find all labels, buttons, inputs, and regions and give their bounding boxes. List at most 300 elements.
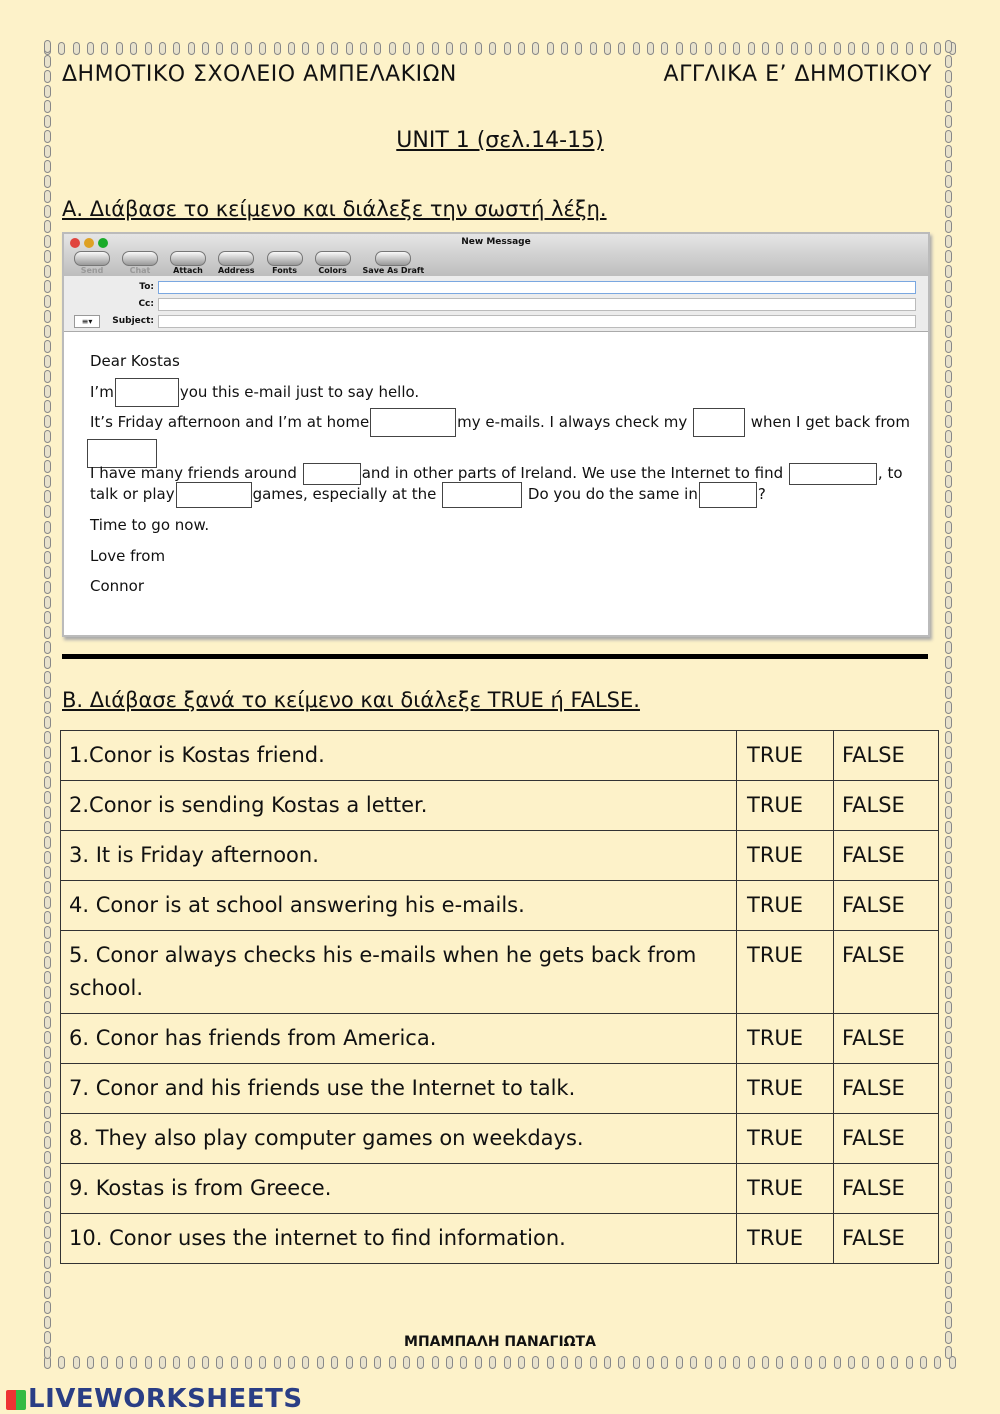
paperclip-icon <box>44 1286 51 1299</box>
paperclip-icon <box>44 40 51 53</box>
paperclip-icon <box>945 325 952 338</box>
paperclip-icon <box>44 1016 51 1029</box>
clip-border-top <box>44 42 956 60</box>
paperclip-icon <box>145 1356 152 1369</box>
logo-grid-icon <box>6 1390 26 1410</box>
paperclip-icon <box>945 265 952 278</box>
paperclip-icon <box>762 1356 769 1369</box>
paperclip-icon <box>446 1356 453 1369</box>
paperclip-icon <box>403 42 410 55</box>
paperclip-icon <box>945 445 952 458</box>
paperclip-icon <box>44 791 51 804</box>
paperclip-icon <box>945 1181 952 1194</box>
paperclip-icon <box>44 1241 51 1254</box>
paperclip-icon <box>945 1136 952 1149</box>
toolbar-buttons <box>74 251 424 275</box>
paperclip-icon <box>44 415 51 428</box>
table-row <box>61 881 939 931</box>
paperclip-icon <box>945 400 952 413</box>
true-option[interactable]: TRUE <box>737 1064 834 1114</box>
paperclip-icon <box>618 1356 625 1369</box>
true-option[interactable]: TRUE <box>737 781 834 831</box>
paperclip-icon <box>44 250 51 263</box>
paperclip-icon <box>44 686 51 699</box>
paperclip-icon <box>489 42 496 55</box>
body-line-2 <box>90 407 910 438</box>
paperclip-icon <box>489 1356 496 1369</box>
paperclip-icon <box>945 280 952 293</box>
paperclip-icon <box>44 896 51 909</box>
true-option[interactable]: TRUE <box>737 831 834 881</box>
statement: 1.Conor is Kostas friend. <box>61 731 737 781</box>
paperclip-icon <box>173 42 180 55</box>
paperclip-icon <box>945 1106 952 1119</box>
toolbar-label: Send <box>80 266 104 275</box>
paperclip-icon <box>44 1256 51 1269</box>
paperclip-icon <box>44 70 51 83</box>
paperclip-icon <box>945 836 952 849</box>
paperclip-icon <box>834 42 841 55</box>
paperclip-icon <box>44 1001 51 1014</box>
paperclip-icon <box>44 1136 51 1149</box>
toolbar-button-send[interactable] <box>74 251 110 275</box>
paperclip-icon <box>945 295 952 308</box>
paperclip-icon <box>748 42 755 55</box>
paperclip-icon <box>44 460 51 473</box>
paperclip-icon <box>945 776 952 789</box>
paperclip-icon <box>934 1356 941 1369</box>
paperclip-icon <box>945 911 952 924</box>
paperclip-icon <box>633 1356 640 1369</box>
paperclip-icon <box>862 42 869 55</box>
statement: 2.Conor is sending Kostas a letter. <box>61 781 737 831</box>
false-option[interactable]: FALSE <box>834 1164 939 1214</box>
paperclip-icon <box>44 671 51 684</box>
paperclip-icon <box>274 42 281 55</box>
false-option[interactable]: FALSE <box>834 1114 939 1164</box>
statement: 8. They also play computer games on weekdays. <box>61 1114 737 1164</box>
false-option[interactable]: FALSE <box>834 1014 939 1064</box>
paperclip-icon <box>945 205 952 218</box>
paperclip-icon <box>44 55 51 68</box>
paperclip-icon <box>44 731 51 744</box>
paperclip-icon <box>44 881 51 894</box>
paperclip-icon <box>44 355 51 368</box>
true-option[interactable]: TRUE <box>737 731 834 781</box>
paperclip-icon <box>44 220 51 233</box>
paperclip-icon <box>44 851 51 864</box>
paperclip-icon <box>44 866 51 879</box>
paperclip-icon <box>331 1356 338 1369</box>
subject-title: ΑΓΓΛΙΚΑ Ε’ ΔΗΜΟΤΙΚΟΥ <box>663 62 932 87</box>
paperclip-icon <box>945 566 952 579</box>
text: , to <box>877 464 903 482</box>
text: It’s Friday afternoon and I’m at home <box>90 413 370 431</box>
answer-blank-6[interactable] <box>789 463 877 485</box>
paperclip-icon <box>945 40 952 53</box>
table-row <box>61 781 939 831</box>
paperclip-icon <box>44 1196 51 1209</box>
text: games, especially at the <box>252 485 437 503</box>
paperclip-icon <box>945 55 952 68</box>
body-line-4 <box>90 479 766 510</box>
false-option[interactable]: FALSE <box>834 731 939 781</box>
paperclip-icon <box>575 1356 582 1369</box>
clip-border-right <box>945 40 957 1360</box>
statement: 7. Conor and his friends use the Internet to talk. <box>61 1064 737 1114</box>
paperclip-icon <box>945 611 952 624</box>
true-option[interactable]: TRUE <box>737 1214 834 1264</box>
paperclip-icon <box>945 671 952 684</box>
paperclip-icon <box>302 42 309 55</box>
paperclip-icon <box>518 42 525 55</box>
paperclip-icon <box>945 355 952 368</box>
paperclip-icon <box>159 42 166 55</box>
paperclip-icon <box>432 42 439 55</box>
paperclip-icon <box>44 85 51 98</box>
paperclip-icon <box>374 1356 381 1369</box>
paperclip-icon <box>44 926 51 939</box>
paperclip-icon <box>791 42 798 55</box>
paperclip-icon <box>44 370 51 383</box>
paperclip-icon <box>945 385 952 398</box>
toolbar-label: Attach <box>173 266 203 275</box>
paperclip-icon <box>945 1211 952 1224</box>
paperclip-icon <box>532 1356 539 1369</box>
answer-blank-8[interactable] <box>442 482 522 508</box>
paperclip-icon <box>945 1076 952 1089</box>
school-name: ΔΗΜΟΤΙΚΟ ΣΧΟΛΕΙΟ ΑΜΠΕΛΑΚΙΩΝ <box>62 62 457 87</box>
paperclip-icon <box>87 1356 94 1369</box>
paperclip-icon <box>819 42 826 55</box>
toolbar-button-attach[interactable] <box>170 251 206 275</box>
paperclip-icon <box>945 1316 952 1329</box>
send-icon <box>74 251 110 266</box>
paperclip-icon <box>945 1061 952 1074</box>
paperclip-icon <box>945 70 952 83</box>
paperclip-icon <box>945 866 952 879</box>
to-label: To: <box>139 282 154 292</box>
paperclip-icon <box>518 1356 525 1369</box>
table-row <box>61 931 939 1014</box>
paperclip-icon <box>44 505 51 518</box>
paperclip-icon <box>945 1001 952 1014</box>
paperclip-icon <box>259 42 266 55</box>
paperclip-icon <box>862 1356 869 1369</box>
paperclip-icon <box>945 430 952 443</box>
paperclip-icon <box>58 1356 65 1369</box>
text: I’m <box>90 383 114 401</box>
paperclip-icon <box>101 42 108 55</box>
paperclip-icon <box>202 1356 209 1369</box>
paperclip-icon <box>945 1166 952 1179</box>
paperclip-icon <box>44 656 51 669</box>
save-as-draft-icon <box>375 251 411 266</box>
paperclip-icon <box>44 1091 51 1104</box>
toolbar-label: Chat <box>129 266 151 275</box>
paperclip-icon <box>891 42 898 55</box>
paperclip-icon <box>44 701 51 714</box>
paperclip-icon <box>44 325 51 338</box>
paperclip-icon <box>690 1356 697 1369</box>
paperclip-icon <box>44 1076 51 1089</box>
section-b-title: Β. Διάβασε ξανά το κείμενο και διάλεξε TRUE ή FALSE. <box>62 688 640 712</box>
paperclip-icon <box>44 1046 51 1059</box>
paperclip-icon <box>945 1121 952 1134</box>
logo-text: LIVEWORKSHEETS <box>28 1384 303 1414</box>
cc-label: Cc: <box>138 299 154 309</box>
paperclip-icon <box>44 1181 51 1194</box>
paperclip-icon <box>945 1016 952 1029</box>
toolbar-button-chat[interactable] <box>122 251 158 275</box>
paperclip-icon <box>945 1091 952 1104</box>
body-line-1 <box>90 377 419 408</box>
paperclip-icon <box>776 1356 783 1369</box>
list-dropdown-icon[interactable]: ≡▾ <box>74 315 100 328</box>
text: when I get back from <box>750 413 910 431</box>
toolbar-button-fonts[interactable] <box>267 251 303 275</box>
paperclip-icon <box>216 42 223 55</box>
paperclip-icon <box>231 1356 238 1369</box>
subject-label: Subject: <box>112 316 154 326</box>
divider <box>62 654 928 659</box>
paperclip-icon <box>945 1286 952 1299</box>
paperclip-icon <box>504 42 511 55</box>
true-option[interactable]: TRUE <box>737 1014 834 1064</box>
paperclip-icon <box>661 42 668 55</box>
paperclip-icon <box>945 626 952 639</box>
paperclip-icon <box>733 42 740 55</box>
statement: 10. Conor uses the internet to find information. <box>61 1214 737 1264</box>
paperclip-icon <box>590 42 597 55</box>
paperclip-icon <box>44 445 51 458</box>
paperclip-icon <box>945 370 952 383</box>
paperclip-icon <box>945 100 952 113</box>
paperclip-icon <box>945 1256 952 1269</box>
answer-blank-3[interactable] <box>693 408 745 437</box>
paperclip-icon <box>945 746 952 759</box>
toolbar-button-colors[interactable] <box>315 251 351 275</box>
paperclip-icon <box>44 521 51 534</box>
false-option[interactable]: FALSE <box>834 831 939 881</box>
answer-blank-9[interactable] <box>699 482 757 508</box>
paperclip-icon <box>945 536 952 549</box>
paperclip-icon <box>945 250 952 263</box>
statement: 9. Kostas is from Greece. <box>61 1164 737 1214</box>
paperclip-icon <box>647 1356 654 1369</box>
paperclip-icon <box>618 42 625 55</box>
paperclip-icon <box>44 836 51 849</box>
paperclip-icon <box>44 1031 51 1044</box>
paperclip-icon <box>44 1166 51 1179</box>
paperclip-icon <box>44 626 51 639</box>
signature: Connor <box>90 577 145 595</box>
text: Do you do the same in <box>527 485 698 503</box>
answer-blank-2[interactable] <box>370 408 456 437</box>
paperclip-icon <box>58 42 65 55</box>
paperclip-icon <box>44 551 51 564</box>
paperclip-icon <box>906 1356 913 1369</box>
toolbar-button-address[interactable] <box>218 251 255 275</box>
paperclip-icon <box>44 746 51 759</box>
paperclip-icon <box>44 1316 51 1329</box>
liveworksheets-logo <box>6 1384 303 1414</box>
paperclip-icon <box>44 986 51 999</box>
paperclip-icon <box>945 460 952 473</box>
answer-blank-1[interactable] <box>115 378 179 407</box>
paperclip-icon <box>920 1356 927 1369</box>
paperclip-icon <box>945 1196 952 1209</box>
cc-field[interactable] <box>158 298 916 311</box>
paperclip-icon <box>945 340 952 353</box>
paperclip-icon <box>945 505 952 518</box>
paperclip-icon <box>44 716 51 729</box>
true-option[interactable]: TRUE <box>737 881 834 931</box>
paperclip-icon <box>945 731 952 744</box>
paperclip-icon <box>934 42 941 55</box>
paperclip-icon <box>945 956 952 969</box>
paperclip-icon <box>360 42 367 55</box>
paperclip-icon <box>945 175 952 188</box>
paperclip-icon <box>302 1356 309 1369</box>
toolbar-button-save-as-draft[interactable] <box>363 251 425 275</box>
true-option[interactable]: TRUE <box>737 931 834 1014</box>
paperclip-icon <box>945 791 952 804</box>
paperclip-icon <box>360 1356 367 1369</box>
unit-title: UNIT 1 (σελ.14-15) <box>396 128 604 153</box>
table-row <box>61 731 939 781</box>
paperclip-icon <box>101 1356 108 1369</box>
paperclip-icon <box>475 42 482 55</box>
paperclip-icon <box>945 641 952 654</box>
paperclip-icon <box>44 821 51 834</box>
toolbar-label: Colors <box>318 266 347 275</box>
attach-icon <box>170 251 206 266</box>
address-icon <box>218 251 254 266</box>
text: I have many friends around <box>90 464 297 482</box>
paperclip-icon <box>676 42 683 55</box>
paperclip-icon <box>547 42 554 55</box>
paperclip-icon <box>44 806 51 819</box>
paperclip-icon <box>44 1106 51 1119</box>
paperclip-icon <box>590 1356 597 1369</box>
paperclip-icon <box>317 1356 324 1369</box>
closing-line-1: Time to go now. <box>90 516 210 534</box>
paperclip-icon <box>288 42 295 55</box>
true-option[interactable]: TRUE <box>737 1114 834 1164</box>
paperclip-icon <box>945 160 952 173</box>
paperclip-icon <box>834 1356 841 1369</box>
paperclip-icon <box>44 160 51 173</box>
paperclip-icon <box>945 581 952 594</box>
statement: 5. Conor always checks his e-mails when he gets back from school. <box>61 931 737 1014</box>
table-row <box>61 1064 939 1114</box>
paperclip-icon <box>945 1151 952 1164</box>
false-option[interactable]: FALSE <box>834 1214 939 1264</box>
chat-icon <box>122 251 158 266</box>
clip-border-bottom <box>44 1356 956 1374</box>
paperclip-icon <box>159 1356 166 1369</box>
paperclip-icon <box>44 581 51 594</box>
paperclip-icon <box>432 1356 439 1369</box>
paperclip-icon <box>891 1356 898 1369</box>
true-option[interactable]: TRUE <box>737 1164 834 1214</box>
paperclip-icon <box>945 1031 952 1044</box>
to-field[interactable] <box>158 281 916 294</box>
paperclip-icon <box>945 821 952 834</box>
paperclip-icon <box>374 42 381 55</box>
paperclip-icon <box>805 42 812 55</box>
paperclip-icon <box>130 1356 137 1369</box>
paperclip-icon <box>945 701 952 714</box>
paperclip-icon <box>417 42 424 55</box>
colors-icon <box>315 251 351 266</box>
false-option[interactable]: FALSE <box>834 881 939 931</box>
paperclip-icon <box>44 190 51 203</box>
paperclip-icon <box>945 761 952 774</box>
paperclip-icon <box>44 956 51 969</box>
subject-field[interactable] <box>158 315 916 328</box>
text: ? <box>757 485 766 503</box>
paperclip-icon <box>44 776 51 789</box>
paperclip-icon <box>44 490 51 503</box>
paperclip-icon <box>44 1226 51 1239</box>
paperclip-icon <box>44 385 51 398</box>
paperclip-icon <box>945 806 952 819</box>
window-title: New Message <box>461 237 531 247</box>
paperclip-icon <box>532 42 539 55</box>
answer-blank-7[interactable] <box>176 482 252 508</box>
paperclip-icon <box>44 761 51 774</box>
paperclip-icon <box>188 42 195 55</box>
paperclip-icon <box>44 1271 51 1284</box>
false-option[interactable]: FALSE <box>834 1064 939 1114</box>
paperclip-icon <box>945 1271 952 1284</box>
paperclip-icon <box>945 220 952 233</box>
paperclip-icon <box>633 42 640 55</box>
paperclip-icon <box>604 42 611 55</box>
paperclip-icon <box>945 551 952 564</box>
paperclip-icon <box>145 42 152 55</box>
email-header-fields <box>64 276 928 332</box>
paperclip-icon <box>575 42 582 55</box>
paperclip-icon <box>906 42 913 55</box>
paperclip-icon <box>945 521 952 534</box>
paperclip-icon <box>945 896 952 909</box>
paperclip-icon <box>44 400 51 413</box>
paperclip-icon <box>676 1356 683 1369</box>
false-option[interactable]: FALSE <box>834 931 939 1014</box>
paperclip-icon <box>44 536 51 549</box>
paperclip-icon <box>504 1356 511 1369</box>
paperclip-icon <box>73 42 80 55</box>
paperclip-icon <box>848 1356 855 1369</box>
clip-border-left <box>44 40 56 1360</box>
paperclip-icon <box>945 85 952 98</box>
paperclip-icon <box>690 42 697 55</box>
section-a-title: Α. Διάβασε το κείμενο και διάλεξε την σωστή λέξη. <box>62 197 607 221</box>
paperclip-icon <box>561 1356 568 1369</box>
paperclip-icon <box>202 42 209 55</box>
paperclip-icon <box>945 310 952 323</box>
paperclip-icon <box>762 42 769 55</box>
paperclip-icon <box>561 42 568 55</box>
paperclip-icon <box>819 1356 826 1369</box>
false-option[interactable]: FALSE <box>834 781 939 831</box>
paperclip-icon <box>44 596 51 609</box>
paperclip-icon <box>44 1151 51 1164</box>
paperclip-icon <box>945 490 952 503</box>
